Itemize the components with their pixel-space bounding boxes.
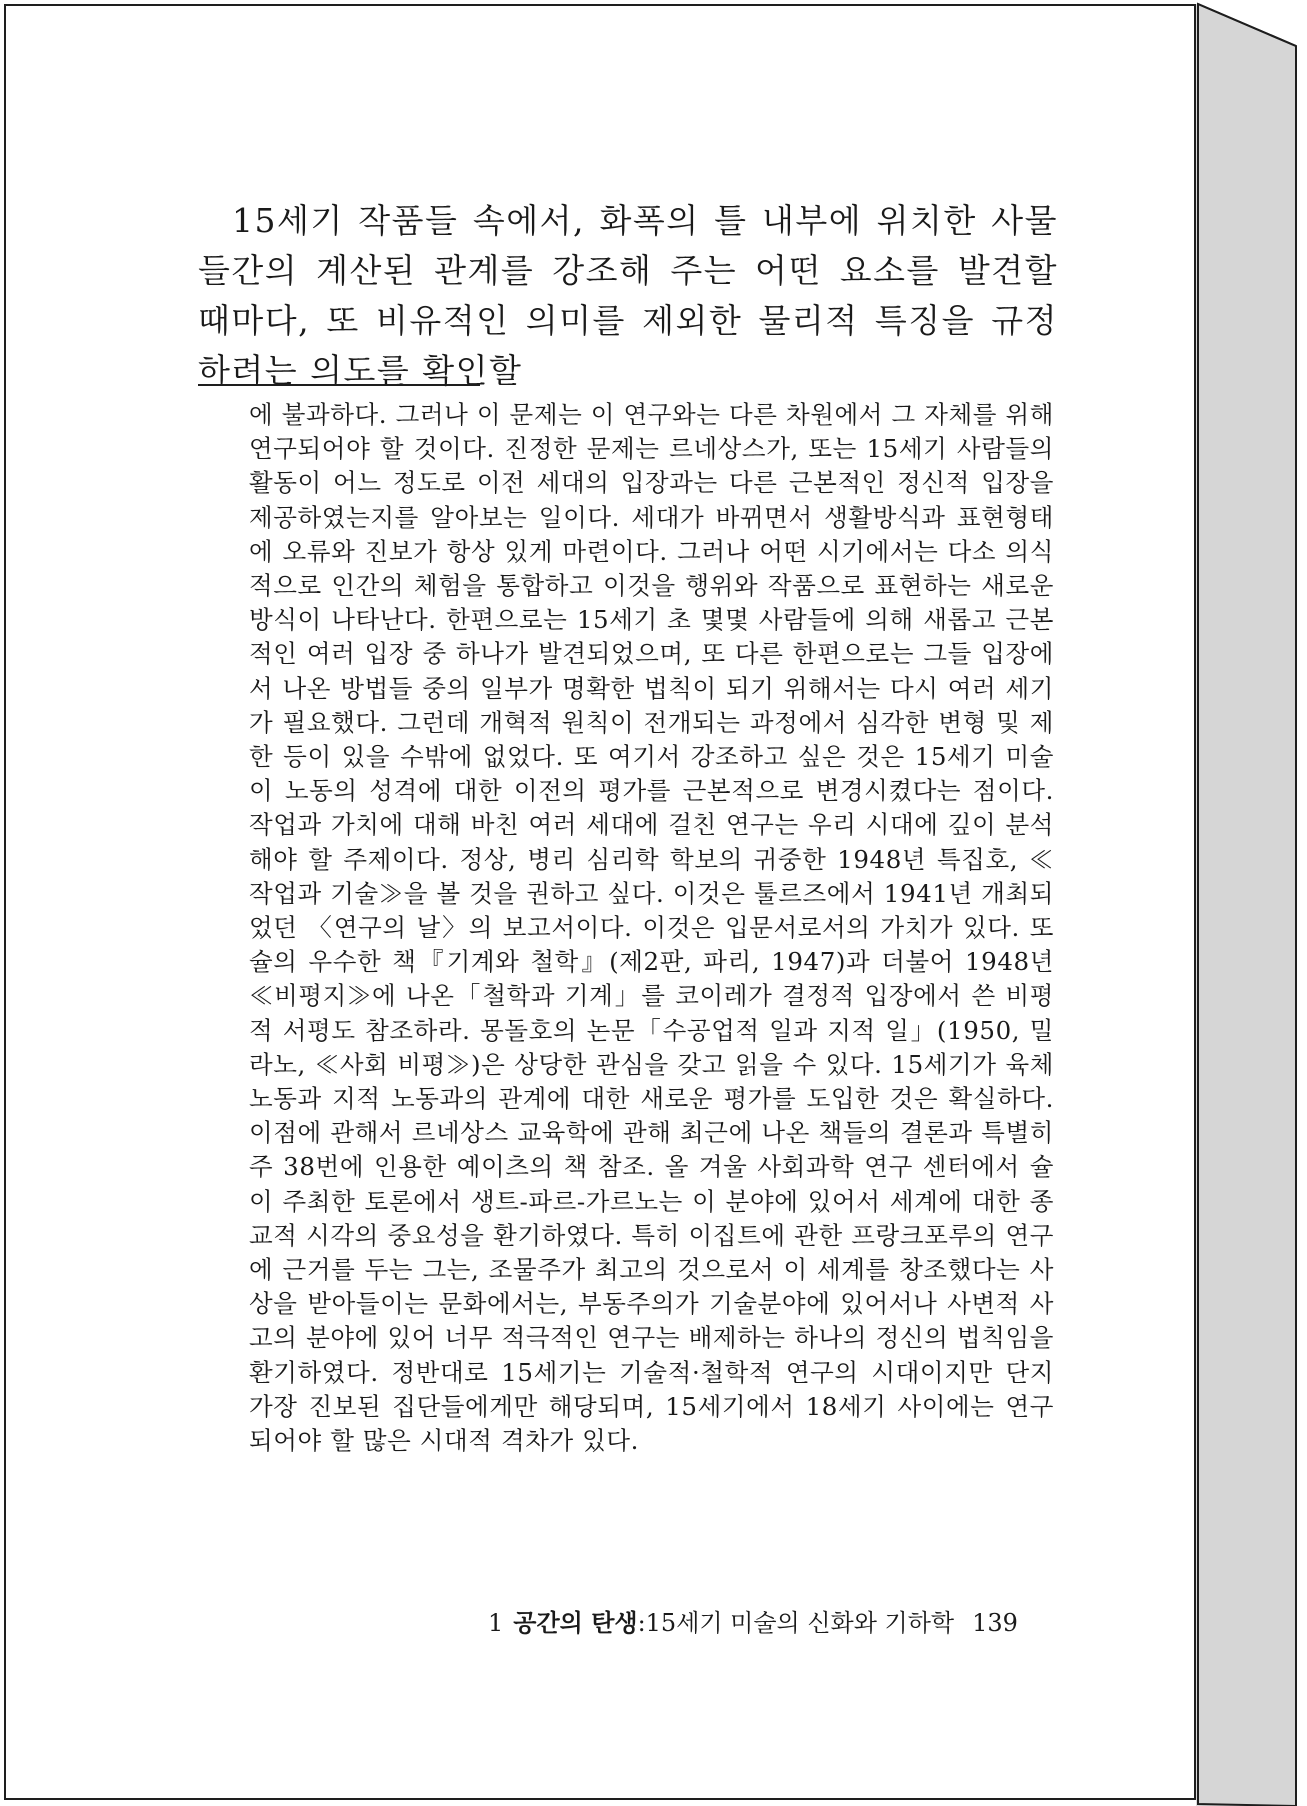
body-paragraph xyxy=(198,196,1058,396)
book-side-edge xyxy=(1196,0,1302,1806)
footnote-separator xyxy=(198,384,480,386)
chapter-subtitle: :15세기 미술의 신화와 기하학 xyxy=(637,1609,955,1637)
footnote xyxy=(249,398,1054,1458)
body-paragraph-text: 15세기 작품들 속에서, 화폭의 틀 내부에 위치한 사물들간의 계산된 관계를 강조해 주는 어떤 요소를 발견할 때마다, 또 비유적인 의미를 제외한 물리적 특징을 규정하려는 의도를 확인할 xyxy=(198,201,1058,390)
footnote-text: 에 불과하다. 그러나 이 문제는 이 연구와는 다른 차원에서 그 자체를 위해 연구되어야 할 것이다. 진정한 문제는 르네상스가, 또는 15세기 사람들의 활동이 어느 정도로 이전 세대의 입장과는 다른 근본적인 정신적 입장을 제공하였는지를 알아보는 일이다. 세대가 바뀌면서 생활방식과 표현형태에 오류와 진보가 항상 있게 마련이다. 그러나 어떤 시기에서는 다소 의식적으로 인간의 체험을 통합하고 이것을 행위와 작품으로 표현하는 새로운 방식이 나타난다. 한편으로는 15세기 초 몇몇 사람들에 의해 새롭고 근본적인 여러 입장 중 하나가 발견되었으며, 또 다른 한편으로는 그들 입장에서 나온 방법들 중의 일부가 명확한 법칙이 되기 위해서는 다시 여러 세기가 필요했다. 그런데 개혁적 원칙이 전개되는 과정에서 심각한 변형 및 제한 등이 있을 수밖에 없었다. 또 여기서 강조하고 싶은 것은 15세기 미술이 노동의 성격에 대한 이전의 평가를 근본적으로 변경시켰다는 점이다. 작업과 가치에 대해 바친 여러 세대에 걸친 연구는 우리 시대에 깊이 분석해야 할 주제이다. 정상, 병리 심리학 학보의 귀중한 1948년 특집호, ≪작업과 기술≫을 볼 것을 권하고 싶다. 이것은 툴르즈에서 1941년 개최되었던 〈연구의 날〉의 보고서이다. 이것은 입문서로서의 가치가 있다. 또 슐의 우수한 책『기계와 철학』(제2판, 파리, 1947)과 더불어 1948년 ≪비평지≫에 나온「철학과 기계」를 코이레가 결정적 입장에서 쓴 비평적 서평도 참조하라. 몽돌호의 논문「수공업적 일과 지적 일」(1950, 밀라노, ≪사회 비평≫)은 상당한 관심을 갖고 읽을 수 있다. 15세기가 육체 노동과 지적 노동과의 관계에 대한 새로운 평가를 도입한 것은 확실하다. 이점에 관해서 르네상스 교육학에 관해 최근에 나온 책들의 결론과 특별히 주 38번에 인용한 예이츠의 책 참조. 올 겨울 사회과학 연구 센터에서 슐이 주최한 토론에서 생트-파르-가르노는 이 분야에 있어서 세계에 대한 종교적 시각의 중요성을 환기하였다. 특히 이집트에 관한 프랑크포루의 연구에 근거를 두는 그는, 조물주가 최고의 것으로서 이 세계를 창조했다는 사상을 받아들이는 문화에서는, 부동주의가 기술분야에 있어서나 사변적 사고의 분야에 있어 너무 적극적인 연구는 배제하는 하나의 정신의 법칙임을 환기하였다. 정반대로 15세기는 기술적·철학적 연구의 시대이지만 단지 가장 진보된 집단들에게만 해당되며, 15세기에서 18세기 사이에는 연구되어야 할 많은 시대적 격차가 있다. xyxy=(249,400,1055,1456)
page-number: 139 xyxy=(972,1609,1018,1637)
running-footer xyxy=(488,1606,1048,1640)
chapter-number: 1 xyxy=(488,1609,504,1637)
chapter-title: 공간의 탄생 xyxy=(513,1608,638,1637)
